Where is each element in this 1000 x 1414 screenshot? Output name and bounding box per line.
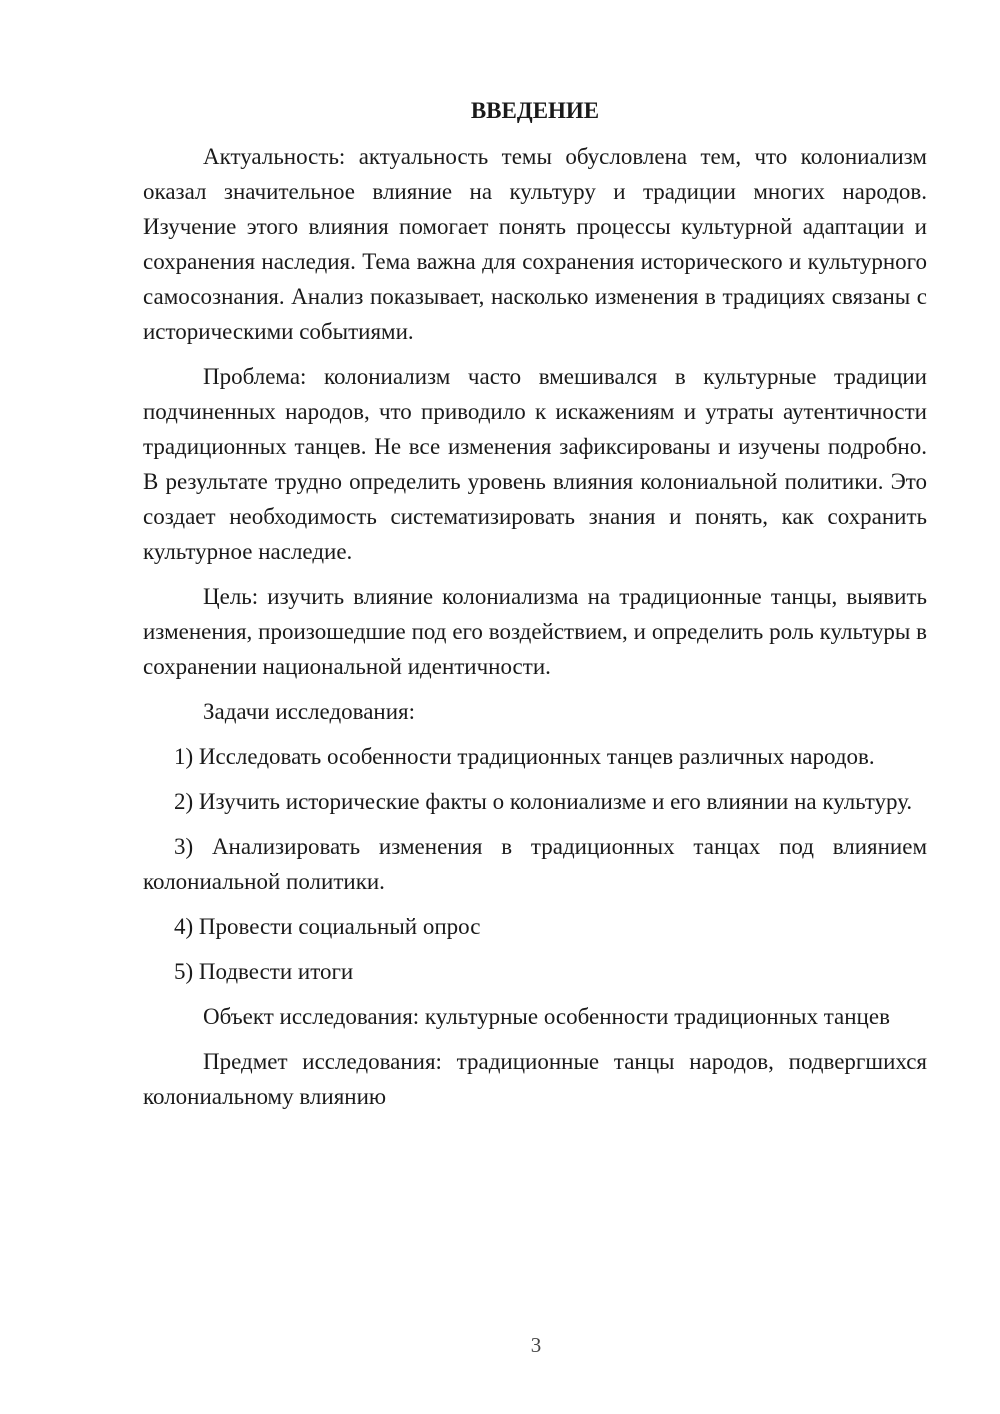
section-title: ВВЕДЕНИЕ — [470, 98, 600, 123]
object-paragraph: Объект исследования: культурные особенности традиционных танцев — [203, 1004, 890, 1029]
task-item-5: 5) Подвести итоги — [174, 959, 354, 984]
tasks-heading: Задачи исследования: — [203, 699, 416, 724]
task-item-3: 3) Анализировать изменения в традиционных танцах под влиянием колониальной политики. — [143, 834, 927, 894]
relevance-paragraph: Актуальность: актуальность темы обусловлена тем, что колониализм оказал значительное влияние на культуру и традиции многих народов. Изучение этого влияния помогает понять процессы культурной адаптации и сохранения наследия. Тема важна для сохранения исторического и культурного самосознания. Анализ показывает, насколько изменения в традициях связаны с историческими событиями. — [143, 144, 927, 344]
task-item-4: 4) Провести социальный опрос — [174, 914, 481, 939]
task-item-1: 1) Исследовать особенности традиционных танцев различных народов. — [174, 744, 875, 769]
goal-paragraph: Цель: изучить влияние колониализма на традиционные танцы, выявить изменения, произошедшие под его воздействием, и определить роль культуры в сохранении национальной идентичности. — [143, 584, 927, 679]
subject-paragraph: Предмет исследования: традиционные танцы народов, подвергшихся колониальному влиянию — [143, 1049, 927, 1109]
task-item-2: 2) Изучить исторические факты о колониализме и его влиянии на культуру. — [174, 789, 913, 814]
page-content — [143, 95, 927, 1124]
page-number: 3 — [530, 1333, 542, 1357]
problem-paragraph: Проблема: колониализм часто вмешивался в культурные традиции подчиненных народов, что приводило к искажениям и утраты аутентичности традиционных танцев. Не все изменения зафиксированы и изучены подробно. В результате трудно определить уровень влияния колониальной политики. Это создает необходимость систематизировать знания и понять, как сохранить культурное наследие. — [143, 364, 927, 564]
